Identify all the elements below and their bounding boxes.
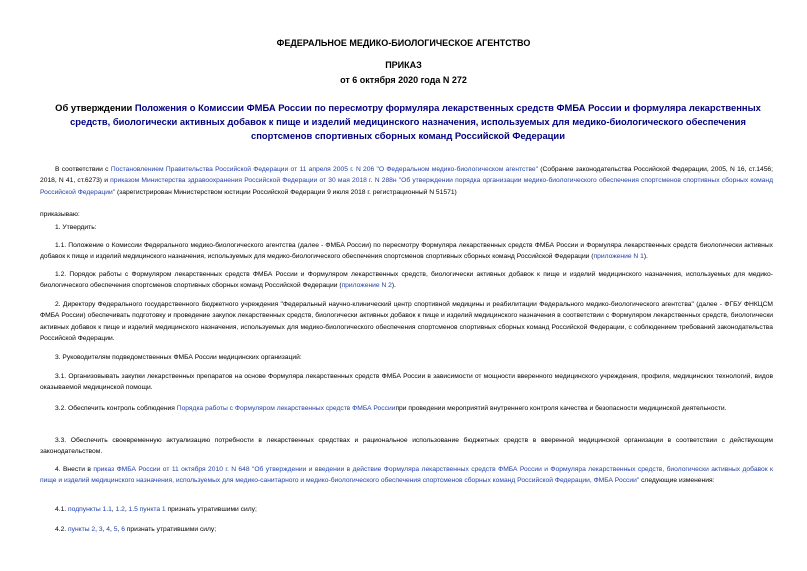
link-appendix-2[interactable]: приложение N 2 [341, 282, 392, 290]
link-point-5[interactable]: 5 [113, 526, 118, 533]
paragraph-2: 2. Директору Федерального государственного бюджетного учреждения "Федеральный научно-клинический центр спортивной медицины и реабилитации Федерального медико-биологического агентства" (далее - ФГБУ ФНКЦСМ ФМБА России) обеспечивать подготовку и проведение закупок лекарственных средств, биологически активных добавок к пище и изделий медицинского назначения в соответствии с Формуляром лекарственных средств, биологически активных добавок к пище и изделий медицинского назначения, используемых для медико-биологического обеспечения спортсменов спортивных сборных команд Российской Федерации, с соблюдением требований законодательства Российской Федерации. [40, 301, 773, 343]
paragraph-1-2 [40, 269, 773, 292]
paragraph-text: следующие изменения: [639, 477, 715, 485]
preamble-text: (Собрание законодательства Российской Федерации, 2005, N 16, ст.1456; 2018, N 41, ст.6273) и [40, 166, 773, 185]
paragraph-text: 4.1. [55, 506, 69, 513]
paragraph-text: , [95, 526, 99, 533]
preamble [40, 164, 773, 198]
paragraph-4 [40, 464, 773, 487]
paragraph-text: 4.2. [55, 526, 69, 533]
paragraph-4-2 [40, 524, 773, 535]
paragraph-text: 3.2. Обеспечить контроль соблюдения [55, 405, 177, 412]
preamble-text: В соответствии с [55, 166, 111, 173]
order-word: приказываю: [40, 211, 80, 218]
paragraph-1: 1. Утвердить: [55, 224, 97, 231]
doc-type: ПРИКАЗ [385, 60, 422, 70]
paragraph-text: 1.2. Порядок работы с Формуляром лекарственных средств ФМБА России и Формуляром лекарственных средств, биологически активных добавок к пище и изделий медицинского назначения, используемых для медико-биологического обеспечения спортсменов спортивных сборных команд Российской Федерации ( [40, 271, 773, 290]
title-link[interactable]: Положения о Комиссии ФМБА России по пересмотру формуляра лекарственных средств ФМБА России и формуляра лекарственных средств, биологически активных добавок к пище и изделий медицинского назначения, используемых для медико-биологического обеспечения спортсменов спортивных сборных команд Российской Федерации [70, 102, 761, 141]
paragraph-text: , [102, 526, 107, 533]
paragraph-text: ). [643, 253, 648, 261]
paragraph-4-1 [40, 504, 773, 515]
paragraph-1-1 [40, 240, 773, 263]
link-appendix-1[interactable]: приложение N 1 [593, 253, 644, 261]
paragraph-text: признать утратившими силу; [165, 506, 257, 513]
link-ministry-order[interactable]: приказом Министерства здравоохранения Российской Федерации от 30 мая 2018 г. N 288н "Об утверждении порядка организации медико-биологического обеспечения спортсменов спортивных сборных команд Российской Федерации" [40, 177, 773, 196]
paragraph-text: 4. Внести в [55, 466, 94, 473]
paragraph-text: признать утратившими силу; [124, 526, 217, 533]
paragraph-text: , [117, 526, 122, 533]
link-order-648[interactable]: приказ ФМБА России от 11 октября 2010 г. N 648 "Об утверждении и введении в действие Формуляра лекарственных средств ФМБА России и Формуляра лекарственных средств, биологически активных добавок к пище и изделий медицинского назначения, используемых для медико-санитарного и медико-биологического обеспечения спортсменов сборных команд Российской Федерации, ФМБА России" [40, 466, 773, 485]
title-lead: Об утверждении [55, 102, 135, 113]
paragraph-3: 3. Руководителям подведомственных ФМБА России медицинских организаций: [55, 354, 302, 361]
paragraph-text: ). [391, 282, 396, 290]
paragraph-text: , [111, 506, 116, 513]
link-point-2[interactable]: пункты 2 [68, 526, 96, 533]
link-government-decree[interactable]: Постановлением Правительства Российской Федерации от 11 апреля 2005 г. N 206 "О Федеральном медико-биологическом агентстве" [110, 166, 539, 173]
link-point-4[interactable]: 4 [106, 526, 111, 533]
link-subpoint-1-5[interactable]: 1.5 пункта 1 [128, 506, 166, 513]
preamble-text: (зарегистрирован Министерством юстиции Российской Федерации 9 июля 2018 г. регистрационный N 51571) [115, 188, 457, 196]
paragraph-text: , [124, 506, 129, 513]
paragraph-text: , [110, 526, 114, 533]
link-point-6[interactable]: 6 [121, 526, 125, 533]
paragraph-text: 1.1. Положение о Комиссии Федерального медико-биологического агентства (далее - ФМБА России) по пересмотру Формуляра лекарственных средств ФМБА России и Формуляра лекарственных средств биологически активных добавок к пище и изделий медицинского назначения, используемых для медико-биологического обеспечения спортсменов спортивных сборных команд Российской Федерации ( [40, 242, 773, 261]
doc-date-number: от 6 октября 2020 года N 272 [340, 75, 467, 85]
link-subpoint-1-2[interactable]: 1.2 [115, 506, 125, 513]
link-formulary-procedure[interactable]: Порядка работы с Формуляром лекарственных средств ФМБА России [176, 405, 396, 412]
document-title [52, 101, 764, 143]
paragraph-3-1: 3.1. Организовывать закупки лекарственных препаратов на основе Формуляра лекарственных средств ФМБА России в зависимости от мощности вверенного медицинского учреждения, профиля, медицинских технологий, видов оказываемой медицинской помощи. [40, 373, 773, 392]
paragraph-3-2 [40, 403, 773, 414]
link-point-3[interactable]: 3 [98, 526, 103, 533]
paragraph-3-3: 3.3. Обеспечить своевременную актуализацию потребности в лекарственных средствах и рациональное использование бюджетных средств в вверенной медицинской организации в соответствии с действующим законодательством. [40, 437, 773, 456]
link-subpoint-1-1[interactable]: подпункты 1.1 [68, 506, 112, 513]
agency-name: ФЕДЕРАЛЬНОЕ МЕДИКО-БИОЛОГИЧЕСКОЕ АГЕНТСТВО [276, 38, 531, 48]
paragraph-text: при проведении мероприятий внутреннего контроля качества и безопасности медицинской деятельности. [395, 405, 727, 412]
